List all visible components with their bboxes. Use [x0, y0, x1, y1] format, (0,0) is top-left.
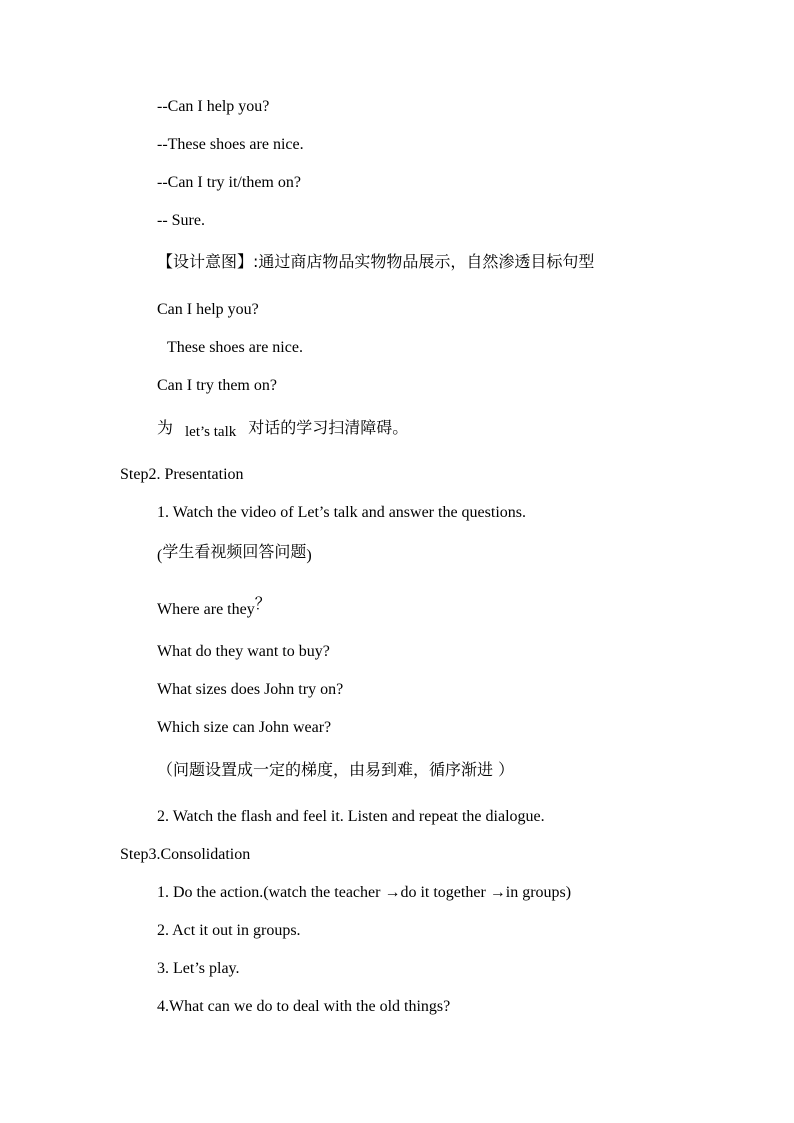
question-3: What sizes does John try on? [157, 681, 344, 698]
purpose-term: let’s talk [185, 424, 237, 440]
step3-heading: Step3.Consolidation [120, 846, 251, 863]
step2-heading: Step2. Presentation [120, 466, 244, 483]
dialogue-line-3: --Can I try it/them on? [157, 174, 301, 191]
step3-item-4: 4.What can we do to deal with the old things? [157, 998, 451, 1015]
dialogue-line-4: -- Sure. [157, 212, 205, 229]
purpose-post: 对话的学习扫清障碍。 [248, 418, 409, 437]
dialogue-line-1: --Can I help you? [157, 98, 270, 115]
target-sentence-1: Can I help you? [157, 301, 259, 318]
step3-item-3: 3. Let’s play. [157, 960, 240, 977]
question-2: What do they want to buy? [157, 643, 330, 660]
step3-item-2: 2. Act it out in groups. [157, 922, 301, 939]
question-1 [157, 594, 271, 620]
question-note: （问题设置成一定的梯度，由易到难，循序渐进 ） [157, 760, 515, 779]
step2-note-text: 学生看视频回答问题 [162, 542, 307, 561]
step2-note-close: ) [306, 547, 312, 564]
question-1-text: Where are they [157, 601, 255, 618]
target-sentence-2: These shoes are nice. [167, 339, 303, 356]
question-1-mark: ？ [254, 594, 271, 613]
step2-item-1: 1. Watch the video of Let’s talk and answer the questions. [157, 504, 526, 521]
step3-item-1: 1. Do the action.(watch the teacher →do it together →in groups) [157, 884, 572, 901]
design-intent: 【设计意图】:通过商店物品实物物品展示，自然渗透目标句型 [157, 252, 595, 271]
step2-note-open: ( [157, 547, 163, 564]
question-4: Which size can John wear? [157, 719, 332, 736]
dialogue-line-2: --These shoes are nice. [157, 136, 304, 153]
target-sentence-3: Can I try them on? [157, 377, 277, 394]
step2-note [157, 542, 312, 566]
step2-item-2: 2. Watch the flash and feel it. Listen and repeat the dialogue. [157, 808, 545, 825]
purpose-line [157, 418, 408, 439]
purpose-pre: 为 [157, 418, 174, 437]
